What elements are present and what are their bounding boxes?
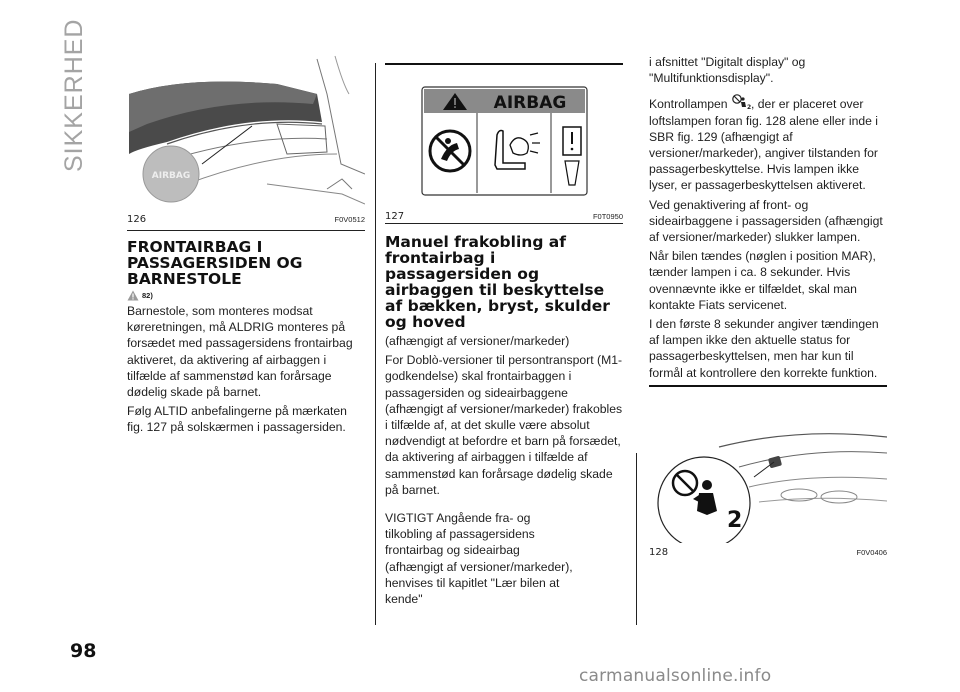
watermark-text: carmanualsonline.info [579, 666, 772, 686]
section-heading-manual-deactivation: Manuel frakobling af frontairbag i passagersiden og airbaggen til beskyttelse af bækken, bryst, skulder og hoved [385, 233, 610, 331]
section-side-title: SIKKERHED [60, 18, 88, 172]
figure-number: 126 [127, 214, 147, 225]
passenger-airbag-off-lamp-icon [731, 94, 751, 110]
paragraph-with-icon [649, 94, 887, 193]
dashboard-airbag-illustration [127, 54, 365, 212]
overhead-lamp-illustration [649, 387, 887, 543]
airbag-warning-label-illustration [385, 65, 623, 207]
column-divider [636, 453, 637, 625]
paragraph: Følg ALTID anbefalingerne på mærkaten fig. 127 på solskærmen i passagersiden. [127, 404, 347, 435]
inline-text: , der er placeret over loftslampen foran fig. 128 alene eller inde i SBR fig. 129 (afhængigt af versioner/markeder), angiver tilstanden for passagerbeskyttelse. Hvis lampen ikke lyser, er passagerbeskyttelsen aktiveret. [649, 97, 878, 193]
svg-text:2: 2 [746, 104, 751, 111]
figure-number: 128 [649, 546, 669, 558]
figure-code: F0V0512 [334, 215, 365, 224]
paragraph: Ved genaktivering af front- og sideairbaggene i passagersiden (afhængigt af versioner/markeder) slukker lampen. [649, 197, 883, 245]
page-number: 98 [70, 640, 97, 662]
figure-code: F0V0406 [856, 547, 887, 557]
section-heading-frontairbag: FRONTAIRBAG I PASSAGERSIDEN OG BARNESTOLE [127, 238, 303, 288]
figure-128 [649, 385, 887, 558]
figure-number: 127 [385, 211, 405, 222]
column-3 [649, 54, 887, 558]
paragraph: For Doblò-versioner til persontransport (M1-godkendelse) skal frontairbaggen i passagersiden og sideairbaggene (afhængigt af versioner/markeder) frakobles i tilfælde af, at det skulle være absolut nødvendigt at befordre et barn på forsædet, da aktivering af airbaggen i tilfælde af sammenstød kan forårsage dødelig skade på barnet. [385, 353, 623, 497]
paragraph: Barnestole, som monteres modsat køreretningen, må ALDRIG monteres på forsædet med passagersidens frontairbag aktiveret, da aktivering af airbaggen i tilfælde af sammenstød kan forårsage dødelig skade på barnet. [127, 304, 353, 400]
column-2 [385, 63, 623, 610]
figure-code: F0T0950 [592, 212, 623, 221]
note-number: 82) [142, 291, 153, 300]
airbag-label-title: AIRBAG [493, 93, 567, 113]
warning-triangle-icon [127, 290, 139, 301]
paragraph: VIGTIGT Angående fra- og tilkobling af passagersidens frontairbag og sideairbag (afhængigt af versioner/markeder), henvises til kapitlet "Lær bilen at kende" [385, 511, 573, 607]
inline-text: Kontrollampen [649, 97, 728, 112]
figure-127 [385, 63, 623, 222]
paragraph: i afsnittet "Digitalt display" og "Multifunktionsdisplay". [649, 55, 806, 86]
column-divider [375, 63, 376, 625]
figure-126 [127, 54, 365, 225]
paragraph: Når bilen tændes (nøglen i position MAR), tænder lampen i ca. 8 sekunder. Hvis ovennævnte ikke er tilfældet, skal man kontakte Fiats servicenet. [649, 249, 876, 312]
paragraph: (afhængigt af versioner/markeder) [385, 334, 570, 348]
callout-airbag-label: AIRBAG [151, 171, 191, 181]
lamp-callout-number: 2 [727, 507, 743, 533]
column-1 [127, 54, 365, 439]
note-reference [127, 290, 365, 301]
paragraph: I den første 8 sekunder angiver tændingen af lampen ikke den aktuelle status for passagerbeskyttelsen, men har kun til formål at kontrollere den korrekte funktion. [649, 317, 879, 380]
